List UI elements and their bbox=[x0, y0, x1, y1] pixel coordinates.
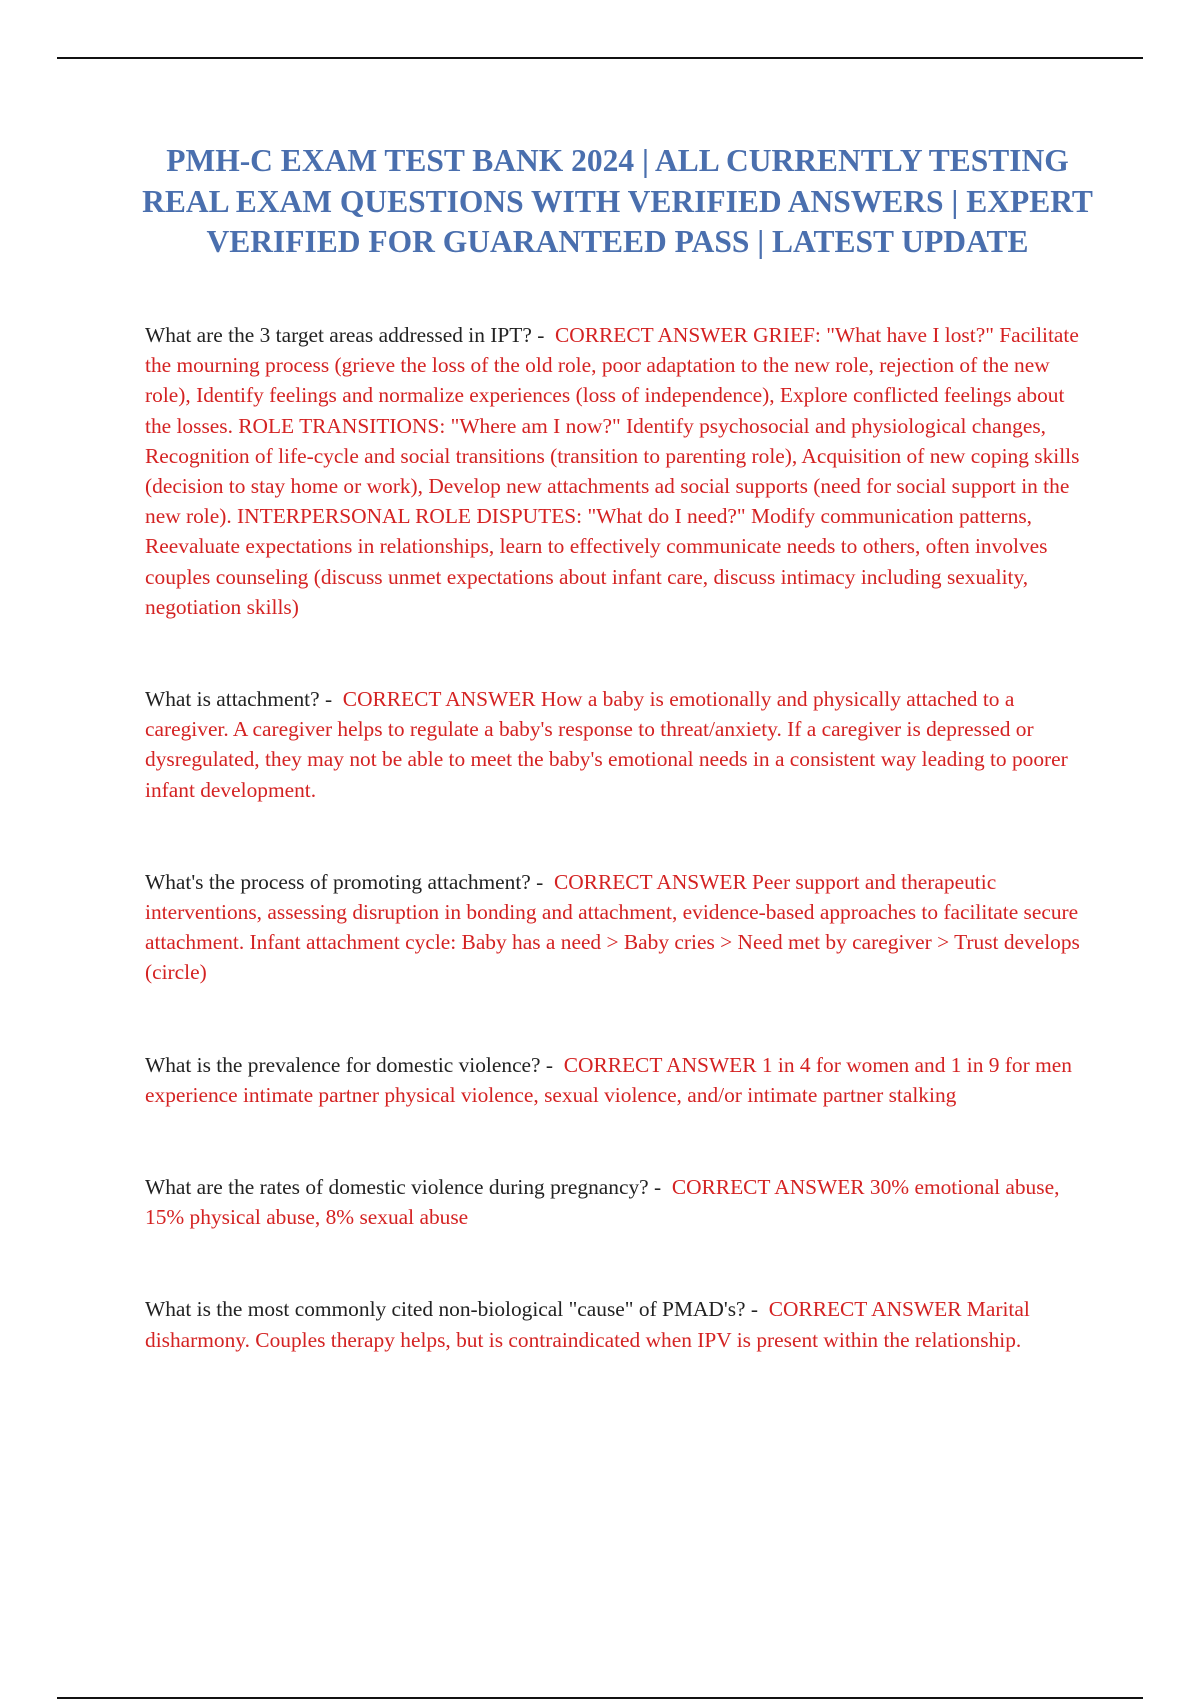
answer-text: CORRECT ANSWER 1 in 4 for women and 1 in 9 for men experience intimate partner physical violence, sexual violence, and/or intimate partner stalking bbox=[145, 1052, 1072, 1107]
separator: - bbox=[648, 1175, 672, 1200]
qa-list bbox=[145, 320, 1090, 1417]
bottom-rule bbox=[57, 1697, 1143, 1699]
answer-text: CORRECT ANSWER How a baby is emotionally and physically attached to a caregiver. A caregiver helps to regulate a baby's response to threat/anxiety. If a caregiver is depressed or dysregulated, they may not be able to meet the baby's emotional needs in a consistent way leading to poorer infant development. bbox=[145, 687, 1068, 802]
separator: - bbox=[319, 687, 343, 712]
answer-text: CORRECT ANSWER 30% emotional abuse, 15% physical abuse, 8% sexual abuse bbox=[145, 1175, 1060, 1230]
answer-text: CORRECT ANSWER GRIEF: "What have I lost?" Facilitate the mourning process (grieve the loss of the old role, poor adaptation to the new role, rejection of the new role), Identify feelings and normalize experiences (loss of independence), Explore conflicted feelings about the losses. ROLE TRANSITIONS: "Where am I now?" Identify psychosocial and physiological changes, Recognition of life-cycle and social transitions (transition to parenting role), Acquisition of new coping skills (decision to stay home or work), Develop new attachments ad social supports (need for social support in the new role). INTERPERSONAL ROLE DISPUTES: "What do I need?" Modify communication patterns, Reevaluate expectations in relationships, learn to effectively communicate needs to others, often involves couples counseling (discuss unmet expectations about infant care, discuss intimacy including sexuality, negotiation skills) bbox=[145, 323, 1080, 619]
separator: - bbox=[540, 1052, 564, 1077]
answer-text: CORRECT ANSWER Peer support and therapeutic interventions, assessing disruption in bonding and attachment, evidence-based approaches to facilitate secure attachment. Infant attachment cycle: Baby has a need > Baby cries > Need met by caregiver > Trust develops (circle) bbox=[145, 869, 1080, 985]
qa-item-promoting-attachment bbox=[145, 867, 1090, 988]
separator: - bbox=[531, 323, 556, 347]
document-title: PMH-C EXAM TEST BANK 2024 | ALL CURRENTLY TESTING REAL EXAM QUESTIONS WITH VERIFIED ANSWERS | EXPERT VERIFIED FOR GUARANTEED PASS | LATEST UPDATE bbox=[142, 143, 1093, 259]
qa-item-dv-pregnancy-rates bbox=[145, 1172, 1090, 1232]
question-text: What is attachment? bbox=[145, 687, 320, 712]
question-text: What is the most commonly cited non-biological "cause" of PMAD's? bbox=[145, 1297, 746, 1322]
qa-item-attachment bbox=[145, 684, 1090, 805]
top-rule bbox=[57, 57, 1143, 59]
qa-item-dv-prevalence bbox=[145, 1050, 1090, 1110]
question-text: What is the prevalence for domestic violence? bbox=[145, 1052, 541, 1077]
question-text: What's the process of promoting attachment? bbox=[145, 869, 531, 894]
question-text: What are the rates of domestic violence during pregnancy? bbox=[145, 1175, 649, 1200]
qa-item-pmad-cause bbox=[145, 1294, 1090, 1354]
answer-text: CORRECT ANSWER Marital disharmony. Couples therapy helps, but is contraindicated when IPV is present within the relationship. bbox=[145, 1297, 1030, 1352]
separator: - bbox=[530, 869, 554, 894]
separator: - bbox=[745, 1297, 769, 1322]
qa-item-ipt-target-areas bbox=[145, 320, 1090, 622]
question-text: What are the 3 target areas addressed in IPT? bbox=[145, 323, 532, 347]
